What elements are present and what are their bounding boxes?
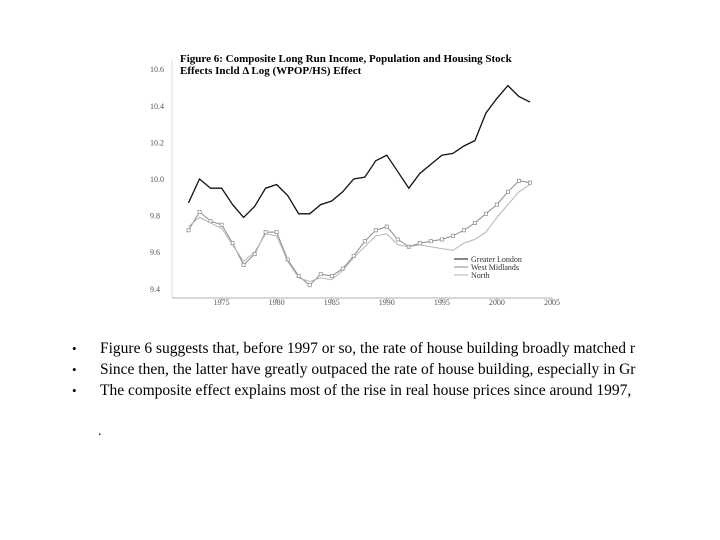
bullet-item bbox=[72, 338, 720, 359]
data-point bbox=[517, 179, 520, 182]
data-point bbox=[374, 229, 377, 232]
bullet-text: Figure 6 suggests that, before 1997 or so, the rate of house building broadly matched r bbox=[100, 340, 636, 357]
data-point bbox=[462, 229, 465, 232]
y-tick-labels bbox=[150, 65, 164, 294]
data-point bbox=[484, 212, 487, 215]
x-tick-label: 2005 bbox=[544, 298, 560, 307]
y-tick-label: 9.4 bbox=[150, 284, 160, 294]
y-tick-label: 10.2 bbox=[150, 138, 164, 148]
data-point bbox=[264, 230, 267, 233]
y-tick-label: 10.4 bbox=[150, 101, 164, 111]
chart-title-line-1: Figure 6: Composite Long Run Income, Population and Housing Stock bbox=[180, 53, 512, 65]
x-tick-label: 1995 bbox=[433, 298, 450, 307]
data-point bbox=[220, 223, 223, 226]
bullet-text: Since then, the latter have greatly outpaced the rate of house building, especially in Gr bbox=[100, 361, 636, 378]
x-tick-label: 2000 bbox=[488, 298, 505, 307]
bullet-item bbox=[72, 380, 720, 401]
chart-legend bbox=[454, 255, 522, 280]
chart-title-line-2: Effects Incld Δ Log (WPOP/HS) Effect bbox=[180, 65, 362, 77]
data-point bbox=[308, 284, 311, 287]
bullet-item bbox=[72, 359, 720, 380]
data-point bbox=[330, 274, 333, 277]
legend-label-west-midlands: West Midlands bbox=[471, 263, 520, 272]
x-tick-label: 1975 bbox=[213, 298, 230, 307]
x-tick-label: 1980 bbox=[268, 298, 285, 307]
data-point bbox=[495, 203, 498, 206]
data-point bbox=[429, 240, 432, 243]
data-point bbox=[473, 221, 476, 224]
bullet-dot: • bbox=[72, 383, 77, 398]
x-tick-label: 1985 bbox=[323, 298, 340, 307]
legend-label-north: North bbox=[471, 271, 490, 280]
data-point bbox=[396, 238, 399, 241]
trailing-mark: . bbox=[98, 424, 102, 439]
bullet-dot: • bbox=[72, 341, 77, 356]
data-point bbox=[198, 210, 201, 213]
y-tick-label: 10.6 bbox=[150, 65, 164, 75]
data-point bbox=[363, 240, 366, 243]
series-line-greater-london bbox=[189, 86, 531, 218]
y-tick-label: 9.8 bbox=[150, 211, 160, 221]
data-point bbox=[275, 230, 278, 233]
data-point bbox=[440, 238, 443, 241]
data-point bbox=[385, 225, 388, 228]
y-tick-label: 9.6 bbox=[150, 248, 160, 258]
bullet-text: The composite effect explains most of the rise in real house prices since around 1997, bbox=[100, 382, 632, 399]
data-point bbox=[187, 229, 190, 232]
data-point bbox=[242, 263, 245, 266]
data-point bbox=[528, 181, 531, 184]
data-point bbox=[319, 273, 322, 276]
bullet-list bbox=[72, 338, 720, 401]
x-tick-label: 1990 bbox=[378, 298, 395, 307]
legend-label-greater-london: Greater London bbox=[471, 255, 522, 264]
y-tick-label: 10.0 bbox=[150, 175, 164, 184]
bullet-dot: • bbox=[72, 362, 77, 377]
x-tick-labels bbox=[214, 298, 560, 307]
data-point bbox=[506, 190, 509, 193]
data-point bbox=[451, 234, 454, 237]
data-point bbox=[418, 241, 421, 244]
